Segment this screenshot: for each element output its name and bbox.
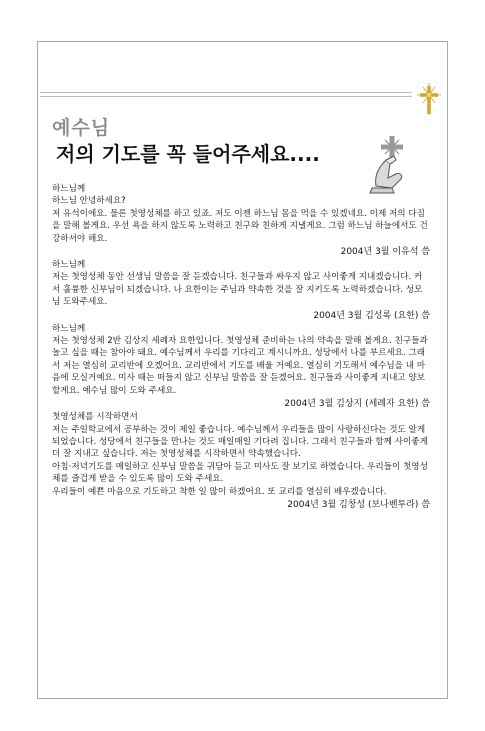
- golden-cross-icon: [414, 82, 444, 116]
- header-rule-top: [40, 92, 412, 93]
- letter-4: [52, 411, 430, 512]
- letter-line: 하느님께: [52, 184, 86, 194]
- letter-line: 저는 주일학교에서 공부하는 것이 제일 좋습니다. 예수님께서 우리들을 많이 사랑하신다는 것도 알게 되었습니다. 성당에서 친구들을 만나는 것도 매일매일 기다려 집니다. 그래서 친구들과 함께 사이좋게 더 잘 지내고 싶습니다. 저는 첫영성체를 시작하면서 약속했습니다.: [52, 424, 428, 460]
- letter-line: 하느님 안녕하세요?: [52, 196, 126, 207]
- letter-line: 하느님께: [52, 323, 86, 334]
- letter-signature: 2004년 3월 김성록 (요한) 씀: [313, 310, 430, 321]
- letter-signature: 2004년 3월 김상지 (세례자 요한) 씀: [284, 399, 430, 410]
- subtitle: 예수님: [52, 117, 111, 139]
- letter-1: [52, 183, 430, 259]
- letter-line: 하느님께: [52, 260, 86, 271]
- letter-line: 저는 첫영성체 2반 김상지 세례자 요한입니다. 첫영성체 준비하는 나의 약속을 말해 볼게요. 친구들과 놀고 싶을 때는 참아야 돼요. 예수님께서 우리를 기다리고 계시니까요. 성당에서 나를 부르세요. 그래서 저는 열심히 교리반에 오겠어요. 교리반에서 기도를 배울 거예요. 열심히 기도해서 예수님을 내 마음에 모실거예요. 미사 때는 떠들지 않고 신부님 말씀을 잘 듣겠어요. 친구들과 사이좋게 지내고 양보할게요. 예수님 많이 도와 주세요.: [52, 336, 428, 396]
- page-title: 저의 기도를 꼭 들어주세요....: [56, 142, 320, 166]
- letter-line: 아침·저녁기도를 매일하고 신부님 말씀을 귀담아 듣고 미사도 잘 보기로 하였습니다. 우리들이 첫영성체를 즐겁게 받을 수 있도록 많이 도와 주세요.: [52, 461, 428, 485]
- letter-signature: 2004년 3월 김창성 (보나벤투라) 씀: [287, 499, 430, 510]
- letters-body: [52, 183, 430, 512]
- letter-line: 저 유석이에요. 물론 첫영성체를 하고 있죠. 저도 이젠 하느님 몸을 먹을 수 있겠네요. 이제 저의 다짐을 말해 볼게요. 우선 욕을 하지 않도록 노력하고 친구와 친하게 지낼게요. 그럼 하느님 하늘에서도 건강하셔야 해요.: [52, 208, 428, 244]
- letter-signature: 2004년 3월 이유석 씀: [340, 247, 430, 258]
- letter-3: [52, 323, 430, 411]
- letter-line: 저는 첫영성체 동안 선생님 말씀을 잘 듣겠습니다. 친구들과 싸우지 않고 사이좋게 지내겠습니다. 커서 훌륭한 신부님이 되겠습니다. 나 요한이는 주님과 약속한 것을 잘 지키도록 노력하겠습니다. 성모님 도와주세요.: [52, 272, 423, 308]
- letter-line: 첫영성체를 시작하면서: [52, 412, 138, 423]
- header-rule-bottom: [40, 96, 412, 97]
- letter-2: [52, 259, 430, 323]
- letter-line: 우리들이 예쁜 마음으로 기도하고 착한 일 많이 하겠어요. 또 교리를 열심히 배우겠습니다.: [52, 486, 387, 497]
